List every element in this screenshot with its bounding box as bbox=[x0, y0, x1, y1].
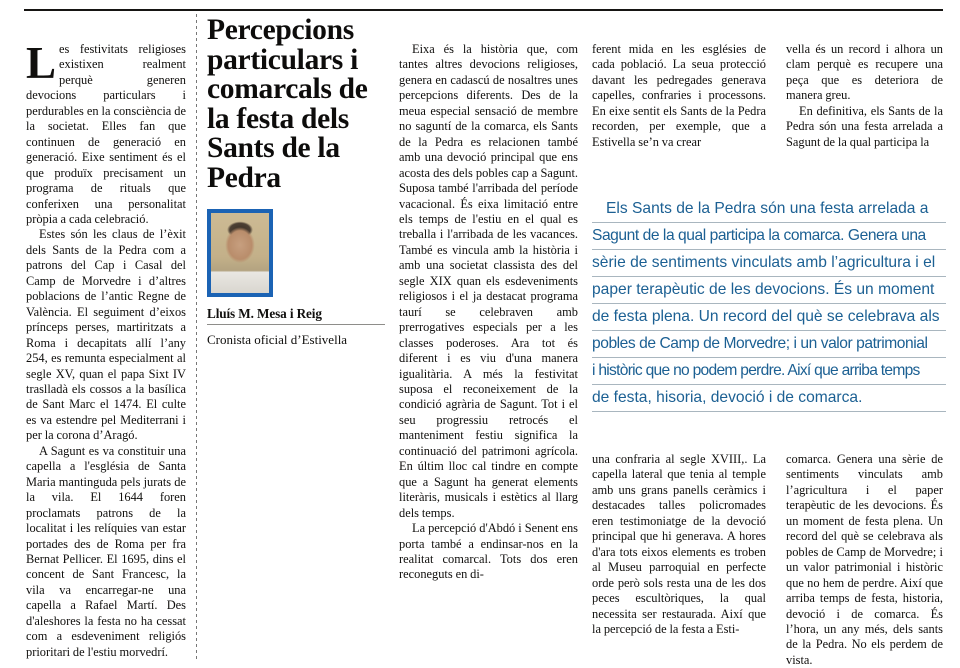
pull-quote-line: pobles de Camp de Morvedre; i un valor patrimonial bbox=[592, 331, 946, 358]
paragraph: La percepció d'Abdó i Senent ens porta també a endinsar-nos en la realitat comarcal. Tots dos eren reconeguts en di- bbox=[399, 521, 578, 582]
body-column-4-bottom bbox=[786, 452, 943, 668]
body-column-4-top bbox=[786, 42, 943, 150]
pull-quote-line: paper terapèutic de les devocions. És un moment bbox=[592, 277, 946, 304]
pull-quote-line: Sagunt de la qual participa la comarca. Genera una bbox=[592, 223, 946, 250]
body-column-1 bbox=[26, 38, 186, 660]
top-divider-rule bbox=[24, 9, 943, 11]
paragraph: Estes són les claus de l’èxit dels Sants de la Pedra com a patrons del Cap i Casal del Camp de Morvedre i d’altres poblacions de l’antic Regne de València. El seguiment d’eixos prínceps perses, martiritzats a Roma i decapitats allí l’any 254, es remunta especialment al segle XV, quan el papa Sixt IV traslladà els cossos a la basílica de Sant Marc el 1474. El culte es va estendre pel Mediterrani i per la corona d’Aragó. bbox=[26, 227, 186, 443]
author-block bbox=[207, 209, 385, 347]
pull-quote-line: Els Sants de la Pedra són una festa arrelada a bbox=[592, 196, 946, 223]
body-column-2 bbox=[399, 42, 578, 583]
author-name: Lluís M. Mesa i Reig bbox=[207, 306, 322, 321]
paragraph bbox=[26, 38, 186, 227]
column-divider-dotted bbox=[196, 14, 197, 660]
paragraph: ferent mida en les esglésies de cada població. La seua protecció davant les pedregades generava capelles, confraries i processons. En eixe sentit els Sants de la Pedra recorden, per exemple, que a Estivella se’n va crear bbox=[592, 42, 766, 149]
paragraph: Eixa és la història que, com tantes altres devocions religioses, genera en cadascú de nosaltres unes percepcions diferents. Des de la meua especial sensació de membre no saguntí de la comarca, els Sants de la Pedra es relacionen també amb una devoció principal que ens acosta des dels pobles cap a Sagunt. Suposa també l'arribada del període vacacional. És eixa limitació entre els temps de l'estiu en el qual es treballa i l'arribada de les vacances. També es vincula amb la història i amb una societat classista des del segle XIX quan els esdeveniments religiosos i el ja destacat programa taurí se celebraven amb prerrogatives especials per a les classes poderoses. Ara tot és diferent i es viu d'una manera igualitària. A més la festivitat suposa el reconeixement de la condició agrària de Sagunt. Tot i el seu progressiu retrocés el manteniment festiu significa la continuació del patrimoni agrícola. En últim lloc cal tindre en compte que a Sagunt ha generat elements literàris, musicals i estètics al llarg dels temps. bbox=[399, 42, 578, 520]
author-role: Cronista oficial d’Estivella bbox=[207, 332, 348, 347]
page-title: Percepcions particulars i comarcals de la festa dels Sants de la Pedra bbox=[207, 14, 368, 194]
paragraph: vella és un record i alhora un clam perquè es recupere una peça que es deteriora de manera greu. bbox=[786, 42, 943, 103]
author-divider-rule bbox=[207, 324, 385, 325]
pull-quote-line: de festa, hisoria, devoció i de comarca. bbox=[592, 385, 946, 412]
paragraph-text: es festivitats religioses existixen realment perquè generen devocions particulars i perdurables en la consciència de la societat. Elles fan que continuen de generació en generació. Eixe sentiment és el que produïx precisament un programa de rituals que conferixen una personalitat pròpia a cada celebració. bbox=[26, 42, 186, 226]
body-column-3-top bbox=[592, 42, 766, 150]
pull-quote-line: i històric que no podem perdre. Així que arriba temps bbox=[592, 358, 946, 385]
drop-cap-letter: L bbox=[26, 38, 57, 88]
paragraph: A Sagunt es va constituir una capella a l'església de Santa Maria mantinguda pels jurats de la vila. El 1644 foren proclamats patrons de la localitat i les relíquies van estar portades des de Roma per fra Bernat Pellicer. El 1695, dins el concent de Sant Francesc, la vila va encarregar-ne una capella a Rafael Martí. Des d'aleshores la festa no ha cessat com a esdeveniment religiós prioritari de l'estiu morvedrí. bbox=[26, 443, 186, 659]
pull-quote bbox=[592, 196, 946, 412]
pull-quote-line: de festa plena. Un record del què se celebrava als bbox=[592, 304, 946, 331]
pull-quote-line: sèrie de sentiments vinculats amb l’agricultura i el bbox=[592, 250, 946, 277]
paragraph: comarca. Genera una sèrie de sentiments vinculats amb l’agricultura i el paper terapèutic de les devocions. És un moment de festa plena. Un record del què se celebrava als pobles de Camp de Morvedre; i un valor patrimonial i històric que no hem de perdre. Així que arriba temps de festa, historia, devoció i de comarca. És l’hora, un any més, dels sants de la Pedra. No els perdem de vista. bbox=[786, 452, 943, 667]
body-column-3-bottom bbox=[592, 452, 766, 637]
paragraph: una confraria al segle XVIII,. La capella lateral que tenia al temple amb uns grans panells ceràmics i destacades talles policromades eren testimoniatge de la devoció principal que hi generava. A hores d'ara tots eixos elements es troben al Museu parroquial en perfecte orde però sols resta una de les dos peces escultòriques, la qual necessita ser restaurada. Així que la percepció de la festa a Esti- bbox=[592, 452, 766, 636]
author-portrait-photo bbox=[207, 209, 273, 297]
paragraph: En definitiva, els Sants de la Pedra són una festa arrelada a Sagunt de la qual participa la bbox=[786, 103, 943, 149]
headline-block bbox=[207, 16, 385, 193]
